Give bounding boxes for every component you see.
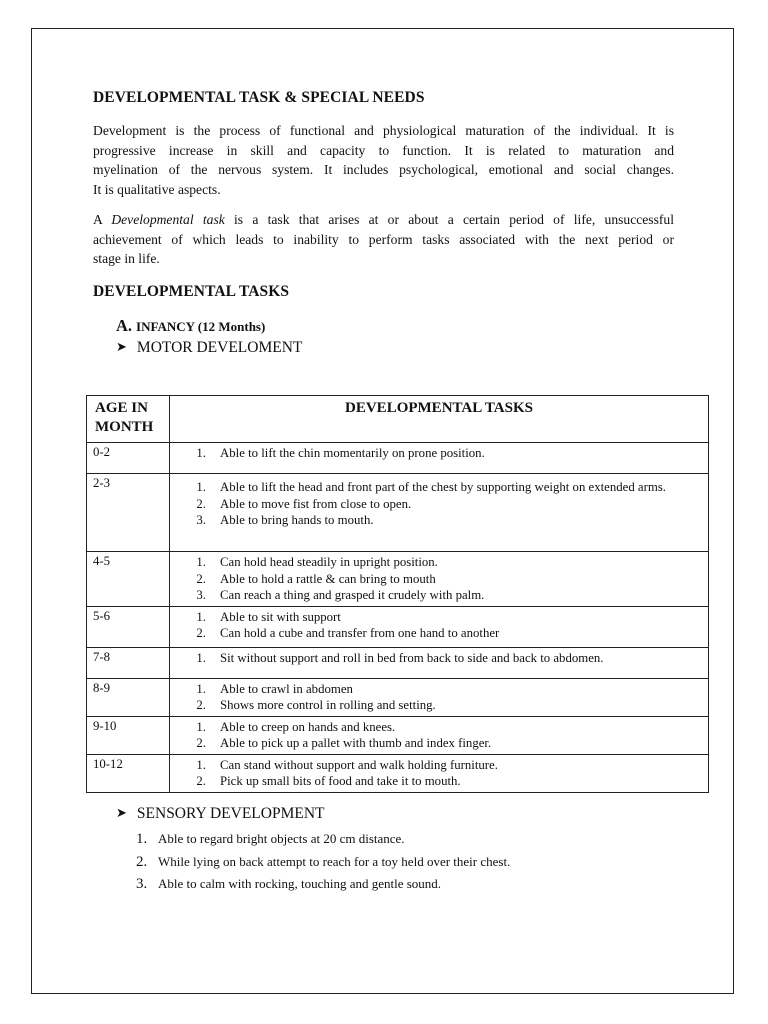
motor-heading [116,339,302,357]
definition-line: achievement of which leads to inability to perform tasks associated with the next period or [93,231,674,247]
definition-line: stage in life. [93,251,160,266]
definition-line [93,210,674,230]
intro-line: It is qualitative aspects. [93,181,221,197]
task-item: 1. Able to lift the chin momentarily on prone position. [196,446,485,460]
definition-rest: is a task that arises at or about a certain period of life, unsuccessful [224,212,674,227]
definition-term: Developmental task [111,212,225,227]
age-cell: 9-10 [87,716,170,754]
task-item: 1. Able to lift the head and front part of the chest by supporting weight on extended arms. [196,480,666,494]
task-item: 1. Able to crawl in abdomen [196,681,353,696]
age-cell: 4-5 [87,552,170,607]
list-item: 1. Able to regard bright objects at 20 cm distance. [136,831,405,847]
tasks-cell [170,754,709,792]
age-cell: 7-8 [87,647,170,678]
section-heading: DEVELOPMENTAL TASKS [93,283,290,300]
task-item: 3. Able to bring hands to mouth. [196,513,374,527]
motor-heading-label: MOTOR DEVELOMENT [136,339,303,356]
intro-line: progressive increase in skill and capacity to function. It is related to maturation and [93,142,674,158]
task-item: 1. Able to sit with support [196,609,341,624]
task-item: 2. Able to pick up a pallet with thumb and index finger. [196,736,492,750]
arrow-bullet-icon: ➤ [116,339,127,354]
subsection-letter: A. [116,316,133,335]
table-row [87,647,709,678]
arrow-bullet-icon: ➤ [116,805,127,820]
task-item: 2. Able to move fist from close to open. [196,496,412,511]
task-item: 2. Pick up small bits of food and take it to mouth. [196,774,461,788]
age-cell: 8-9 [87,678,170,716]
sensory-heading [116,805,325,823]
task-item: 1. Can stand without support and walk holding furniture. [196,757,498,772]
intro-line: myelination of the nervous system. It includes psychological, emotional and social changes. [93,162,674,177]
tasks-cell [170,678,709,716]
table-row [87,754,709,792]
task-item: 2. Can hold a cube and transfer from one hand to another [196,626,500,640]
sensory-heading-label: SENSORY DEVELOPMENT [136,805,325,822]
table-row [87,552,709,607]
list-item: 3. Able to calm with rocking, touching and gentle sound. [136,876,442,892]
tasks-cell [170,552,709,607]
task-item: 2. Shows more control in rolling and setting. [196,698,436,712]
sensory-list [136,828,510,896]
age-cell: 2-3 [87,474,170,552]
task-item: 1. Sit without support and roll in bed from back to side and back to abdomen. [196,650,604,665]
age-cell: 5-6 [87,606,170,647]
definition-prefix: A [93,212,112,227]
table-row [87,716,709,754]
definition-paragraph [93,210,674,269]
task-item: 1. Can hold head steadily in upright position. [196,555,438,569]
table-row [87,606,709,647]
task-item: 3. Can reach a thing and grasped it crudely with palm. [196,588,485,602]
page-title: DEVELOPMENTAL TASK & SPECIAL NEEDS [93,89,425,106]
tasks-cell [170,606,709,647]
intro-paragraph [93,121,674,199]
task-item: 2. Able to hold a rattle & can bring to mouth [196,571,436,586]
developmental-tasks-table [86,395,709,793]
list-item: 2. While lying on back attempt to reach for a toy held over their chest. [136,853,511,870]
subsection-label: INFANCY (12 Months) [136,319,266,334]
intro-line: Development is the process of functional and physiological maturation of the individual. It is [93,123,674,138]
task-item: 1. Able to creep on hands and knees. [196,719,396,734]
table-row [87,678,709,716]
tasks-cell [170,443,709,474]
tasks-column-header: DEVELOPMENTAL TASKS [170,396,709,443]
tasks-cell [170,716,709,754]
tasks-cell [170,647,709,678]
table-row [87,474,709,552]
tasks-cell [170,474,709,552]
age-cell: 10-12 [87,754,170,792]
age-column-header: AGE IN MONTH [87,396,170,443]
subsection-heading [116,316,265,336]
table-row [87,443,709,474]
table-header-row [87,396,709,443]
age-cell: 0-2 [87,443,170,474]
